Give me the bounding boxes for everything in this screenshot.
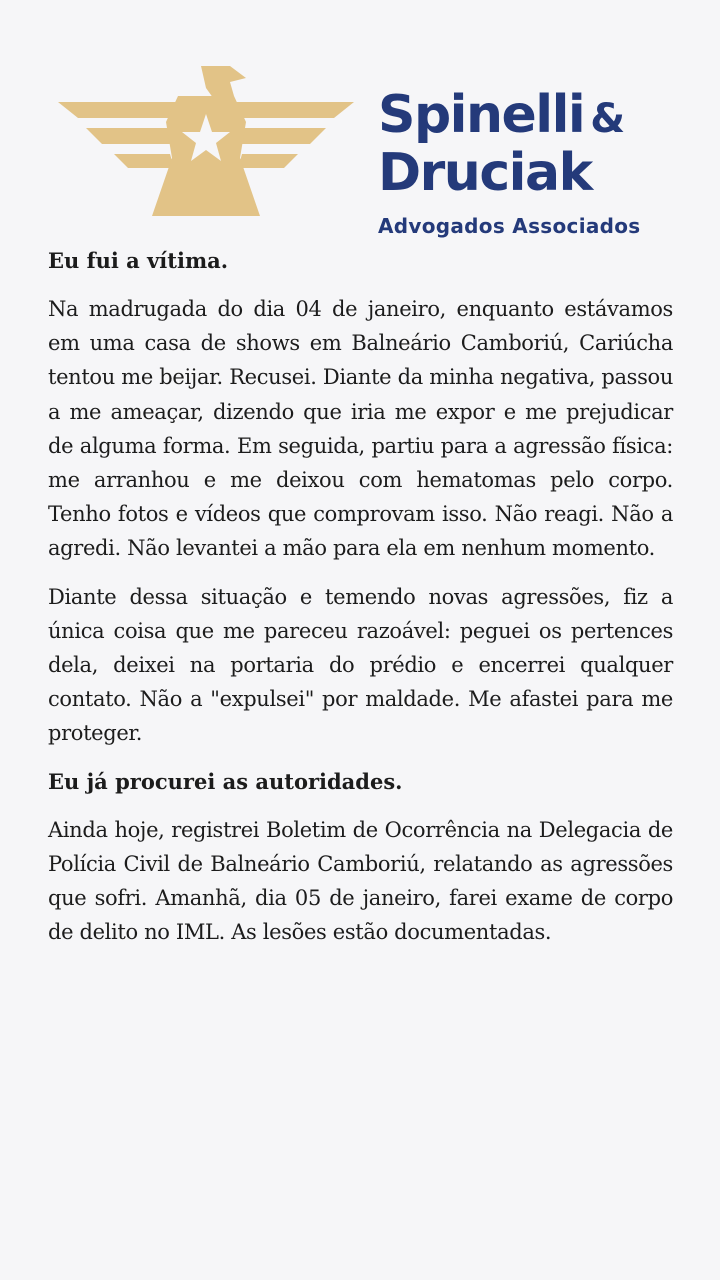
paragraph-incident: Na madrugada do dia 04 de janeiro, enquanto estávamos em uma casa de shows em Balneário Camboriú, Cariúcha tentou me beijar. Recusei. Diante da minha negativa, passou a me ameaçar, dizendo que iria me expor e me prejudicar de alguma forma. Em seguida, partiu para a agressão física: me arranhou e me deixou com hematomas pelo corpo. Tenho fotos e vídeos que comprovam isso. Não reagi. Não a agredi. Não levantei a mão para ela em nenhum momento. [48, 297, 673, 561]
heading-authorities: Eu já procurei as autoridades. [48, 768, 403, 794]
statement-body [48, 244, 673, 963]
eagle-icon [58, 62, 354, 222]
paragraph-reaction: Diante dessa situação e temendo novas agressões, fiz a única coisa que me pareceu razoável: peguei os pertences dela, deixei na portaria do prédio e encerrei qualquer contato. Não a "expulsei" por maldade. Me afastei para me proteger. [48, 584, 673, 746]
brand-name [378, 85, 626, 203]
brand-ampersand: & [590, 96, 626, 142]
brand-name-line2: Druciak [378, 143, 592, 203]
paragraph-report: Ainda hoje, registrei Boletim de Ocorrência na Delegacia de Polícia Civil de Balneário Camboriú, relatando as agressões que sofri. Amanhã, dia 05 de janeiro, farei exame de corpo de delito no IML. As lesões estão documentadas. [48, 817, 673, 945]
brand-name-line1: Spinelli [378, 85, 585, 145]
brand-subtitle: Advogados Associados [378, 214, 641, 238]
heading-victim: Eu fui a vítima. [48, 248, 229, 273]
firm-logo [58, 62, 658, 244]
